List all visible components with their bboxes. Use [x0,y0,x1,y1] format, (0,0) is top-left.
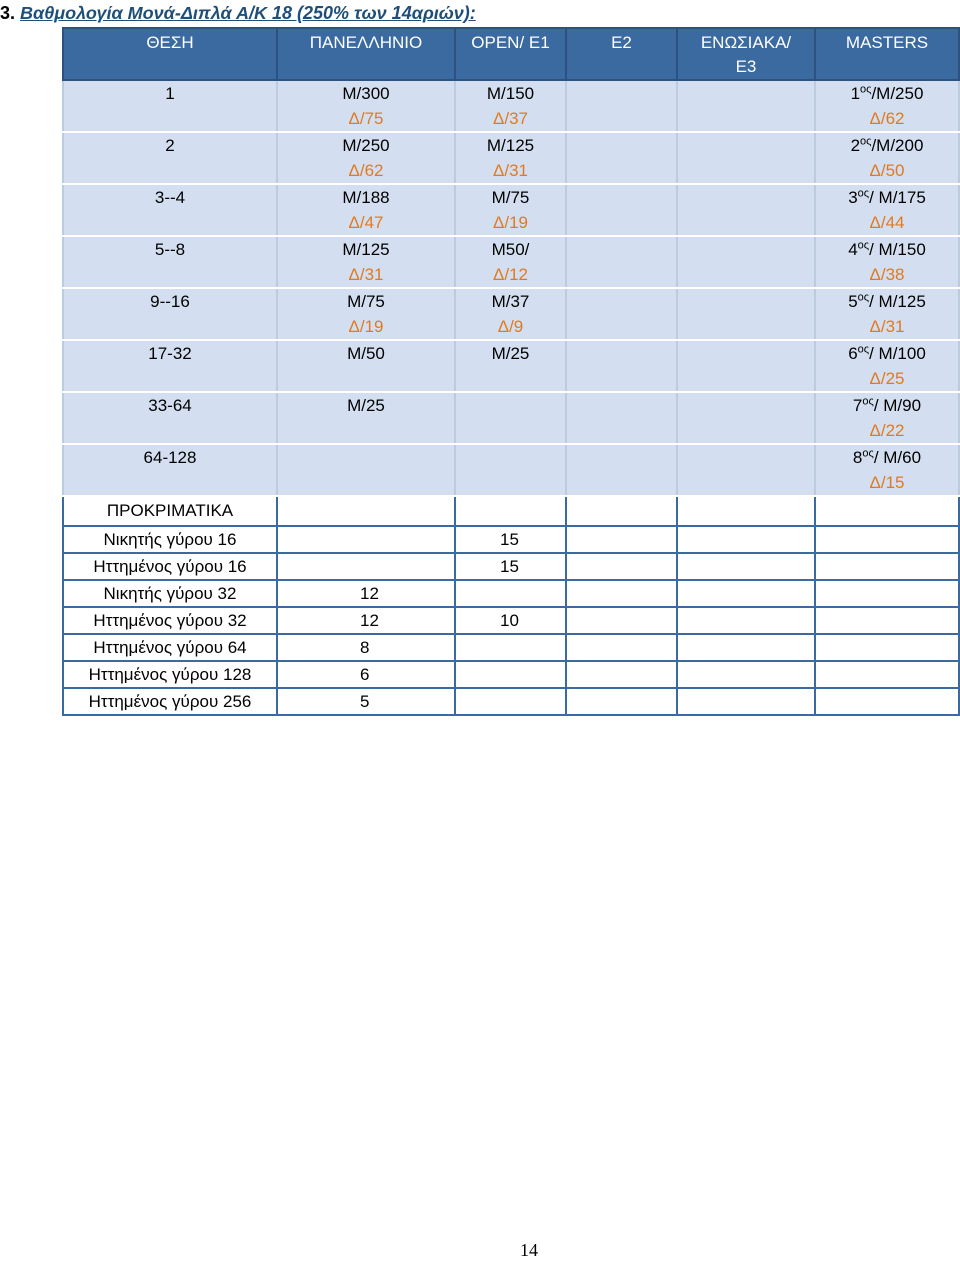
empty-cell [566,526,677,553]
ordinal-suffix: ος [857,291,870,304]
singles-points: / Μ/90 [873,396,922,415]
masters-cell [815,184,959,236]
open-value: 10 [455,607,566,634]
position-cell: 5--8 [63,236,277,288]
doubles-points: Δ/9 [497,317,524,336]
singles-points: /Μ/200 [871,136,924,155]
empty-cell [566,580,677,607]
masters-cell [815,444,959,496]
e2-cell [566,444,677,496]
panhellenic-value: 12 [277,607,455,634]
open-cell [455,392,566,444]
header-panhellenic: ΠΑΝΕΛΛΗΝΙΟ [277,28,455,80]
ordinal-suffix: ος [862,447,874,460]
points-row [63,392,959,444]
doubles-points: Δ/37 [493,109,528,128]
document-title [0,0,476,26]
qualifying-heading-row [63,496,959,526]
header-enosiaka-line1: ΕΝΩΣΙΑΚΑ/ [700,33,792,52]
qualifying-row [63,607,959,634]
doubles-points: Δ/62 [348,161,384,180]
points-row [63,288,959,340]
masters-rank: 5 [848,292,858,311]
doubles-points: Δ/12 [493,265,528,284]
qualifying-label: Νικητής γύρου 16 [63,526,277,553]
singles-points: Μ/300 [342,84,390,103]
ordinal-suffix: ος [862,395,874,408]
position-cell: 2 [63,132,277,184]
section-number: 3. [0,3,16,23]
open-cell [455,132,566,184]
open-value [455,688,566,715]
open-value [455,580,566,607]
masters-cell [815,80,959,132]
e2-cell [566,132,677,184]
e2-cell [566,340,677,392]
e2-cell [566,236,677,288]
enosiaka-cell [677,80,815,132]
doubles-points: Δ/25 [869,369,905,388]
empty-cell [815,526,959,553]
points-row [63,444,959,496]
empty-cell [677,634,815,661]
panhellenic-value: 6 [277,661,455,688]
doubles-points: Δ/15 [869,473,905,492]
header-masters: MASTERS [815,28,959,80]
empty-cell [815,580,959,607]
enosiaka-cell [677,184,815,236]
doubles-points: Δ/31 [869,317,905,336]
qualifying-row [63,688,959,715]
panhellenic-cell [277,340,455,392]
singles-points: Μ/188 [342,188,390,207]
singles-points: Μ/37 [491,292,530,311]
open-value [455,661,566,688]
doubles-points: Δ/31 [493,161,528,180]
qualifying-label: Ηττημένος γύρου 128 [63,661,277,688]
e2-cell [566,80,677,132]
panhellenic-cell [277,132,455,184]
singles-points: /Μ/250 [871,84,924,103]
singles-points: Μ/250 [342,136,390,155]
singles-points: Μ/125 [486,136,535,155]
section-title: Βαθμολογία Μονά-Διπλά Α/Κ 18 (250% των 14αριών): [20,3,476,23]
empty-cell [677,526,815,553]
qualifying-row [63,580,959,607]
panhellenic-value: 8 [277,634,455,661]
enosiaka-cell [677,340,815,392]
panhellenic-cell [277,236,455,288]
masters-cell [815,132,959,184]
singles-points: / Μ/100 [869,344,926,363]
empty-cell [455,496,566,526]
points-table [62,27,960,716]
qualifying-label: Νικητής γύρου 32 [63,580,277,607]
doubles-points: Δ/22 [869,421,905,440]
masters-rank: 7 [852,396,863,415]
singles-points: / Μ/60 [873,448,922,467]
empty-cell [815,496,959,526]
position-cell: 33-64 [63,392,277,444]
open-value [455,634,566,661]
position-cell: 1 [63,80,277,132]
masters-rank: 4 [848,240,858,259]
empty-cell [566,496,677,526]
singles-points: / Μ/125 [869,292,926,311]
enosiaka-cell [677,444,815,496]
panhellenic-value [277,526,455,553]
ordinal-suffix: ος [860,83,872,96]
position-cell: 3--4 [63,184,277,236]
position-cell: 64-128 [63,444,277,496]
header-row [63,28,959,80]
singles-points: Μ/25 [347,396,385,415]
open-cell [455,184,566,236]
enosiaka-cell [677,132,815,184]
open-cell [455,444,566,496]
singles-points: Μ/75 [347,292,385,311]
points-row [63,340,959,392]
qualifying-heading: ΠΡΟΚΡΙΜΑΤΙΚΑ [63,496,277,526]
panhellenic-value: 12 [277,580,455,607]
singles-points: / Μ/175 [869,188,926,207]
empty-cell [677,607,815,634]
e2-cell [566,184,677,236]
panhellenic-value [277,553,455,580]
header-e2: Ε2 [566,28,677,80]
doubles-points: Δ/47 [348,213,384,232]
points-row [63,80,959,132]
masters-rank: 1 [850,84,861,103]
empty-cell [677,553,815,580]
qualifying-row [63,634,959,661]
header-position: ΘΕΣΗ [63,28,277,80]
masters-rank: 6 [848,344,858,363]
position-cell: 17-32 [63,340,277,392]
enosiaka-cell [677,392,815,444]
masters-cell [815,288,959,340]
doubles-points: Δ/19 [493,213,528,232]
empty-cell [815,607,959,634]
panhellenic-cell [277,288,455,340]
masters-rank: 8 [852,448,863,467]
empty-cell [677,580,815,607]
qualifying-label: Ηττημένος γύρου 32 [63,607,277,634]
ordinal-suffix: ος [857,187,870,200]
open-value: 15 [455,553,566,580]
open-cell [455,236,566,288]
doubles-points: Δ/44 [869,213,905,232]
masters-cell [815,392,959,444]
qualifying-row [63,526,959,553]
e2-cell [566,288,677,340]
points-row [63,236,959,288]
header-enosiaka-line2: Ε3 [735,57,757,76]
ordinal-suffix: ος [857,239,870,252]
empty-cell [677,496,815,526]
open-cell [455,340,566,392]
singles-points: Μ/75 [491,188,530,207]
enosiaka-cell [677,236,815,288]
qualifying-label: Ηττημένος γύρου 256 [63,688,277,715]
empty-cell [566,607,677,634]
empty-cell [677,688,815,715]
empty-cell [815,688,959,715]
panhellenic-cell [277,80,455,132]
singles-points: Μ/25 [491,344,530,363]
singles-points: Μ50/ [491,240,530,259]
empty-cell [566,553,677,580]
doubles-points: Δ/19 [348,317,384,336]
ordinal-suffix: ος [857,343,870,356]
points-row [63,132,959,184]
singles-points: / Μ/150 [869,240,926,259]
singles-points: Μ/50 [347,344,385,363]
qualifying-row [63,553,959,580]
doubles-points: Δ/75 [348,109,384,128]
masters-rank: 2 [850,136,861,155]
e2-cell [566,392,677,444]
masters-cell [815,340,959,392]
singles-points: Μ/150 [486,84,535,103]
empty-cell [815,553,959,580]
open-cell [455,288,566,340]
open-value: 15 [455,526,566,553]
qualifying-row [63,661,959,688]
doubles-points: Δ/50 [869,161,905,180]
empty-cell [815,634,959,661]
panhellenic-value: 5 [277,688,455,715]
doubles-points: Δ/62 [869,109,905,128]
masters-rank: 3 [848,188,858,207]
singles-points: Μ/125 [342,240,390,259]
qualifying-label: Ηττημένος γύρου 64 [63,634,277,661]
masters-cell [815,236,959,288]
empty-cell [277,496,455,526]
doubles-points: Δ/38 [869,265,905,284]
panhellenic-cell [277,392,455,444]
empty-cell [815,661,959,688]
doubles-points: Δ/31 [348,265,384,284]
points-row [63,184,959,236]
panhellenic-cell [277,184,455,236]
header-open: OPEN/ Ε1 [455,28,566,80]
qualifying-label: Ηττημένος γύρου 16 [63,553,277,580]
header-enosiaka [677,28,815,80]
empty-cell [566,634,677,661]
position-cell: 9--16 [63,288,277,340]
ordinal-suffix: ος [860,135,872,148]
enosiaka-cell [677,288,815,340]
empty-cell [677,661,815,688]
empty-cell [566,661,677,688]
panhellenic-cell [277,444,455,496]
empty-cell [566,688,677,715]
open-cell [455,80,566,132]
page-number: 14 [520,1240,538,1260]
